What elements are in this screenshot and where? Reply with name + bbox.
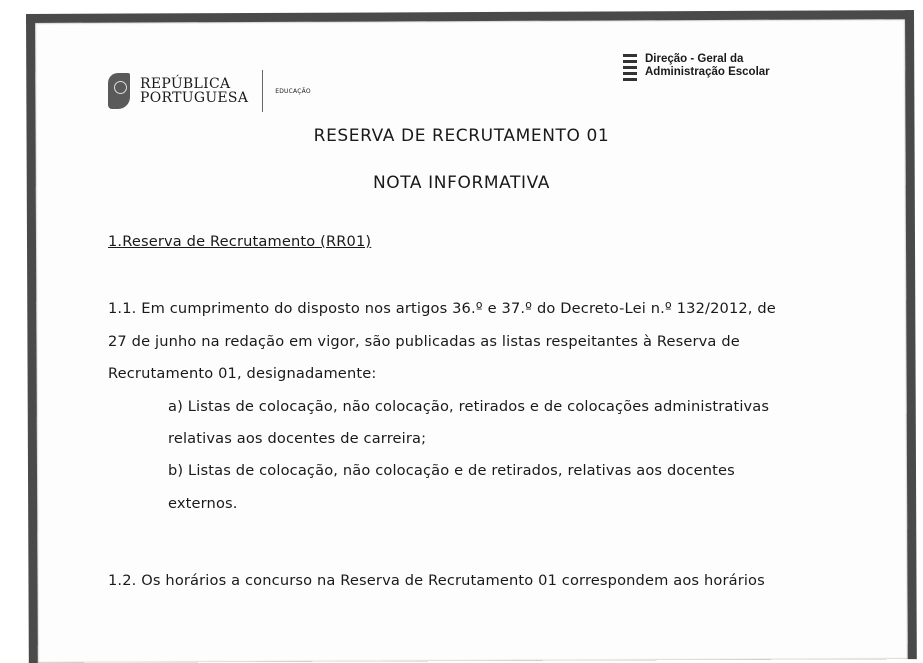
coat-of-arms-icon	[108, 73, 130, 109]
logo-divider	[262, 70, 263, 112]
dgae-logo	[623, 53, 770, 81]
document-title: RESERVA DE RECRUTAMENTO 01	[313, 126, 610, 146]
list-item-b: b) Listas de colocação, não colocação e de retirados, relativas aos docentes	[168, 462, 735, 479]
document-subtitle: NOTA INFORMATIVA	[372, 173, 551, 193]
dgae-line1: Direção - Geral da	[645, 53, 744, 65]
paragraph-line: 1.2. Os horários a concurso na Reserva de Recrutamento 01 correspondem aos horários	[108, 572, 765, 589]
paragraph-line: 1.1. Em cumprimento do disposto nos artigos 36.º e 37.º do Decreto-Lei n.º 132/2012, de	[108, 300, 776, 317]
dgae-line2: Administração Escolar	[645, 66, 770, 78]
logo-line1: REPÚBLICA	[140, 76, 231, 92]
dgae-bars-icon	[623, 54, 637, 81]
list-item-a: relativas aos docentes de carreira;	[168, 430, 427, 447]
paragraph-line: Recrutamento 01, designadamente:	[108, 365, 377, 382]
department-label: EDUCAÇÃO	[275, 87, 311, 95]
republica-portuguesa-logo	[108, 70, 311, 112]
section-heading: 1.Reserva de Recrutamento (RR01)	[108, 233, 372, 250]
list-item-b: externos.	[168, 495, 238, 512]
paragraph-line: 27 de junho na redação em vigor, são publicadas as listas respeitantes à Reserva de	[108, 333, 740, 350]
list-item-a: a) Listas de colocação, não colocação, retirados e de colocações administrativas	[168, 398, 770, 415]
logo-line2: PORTUGUESA	[140, 90, 249, 106]
